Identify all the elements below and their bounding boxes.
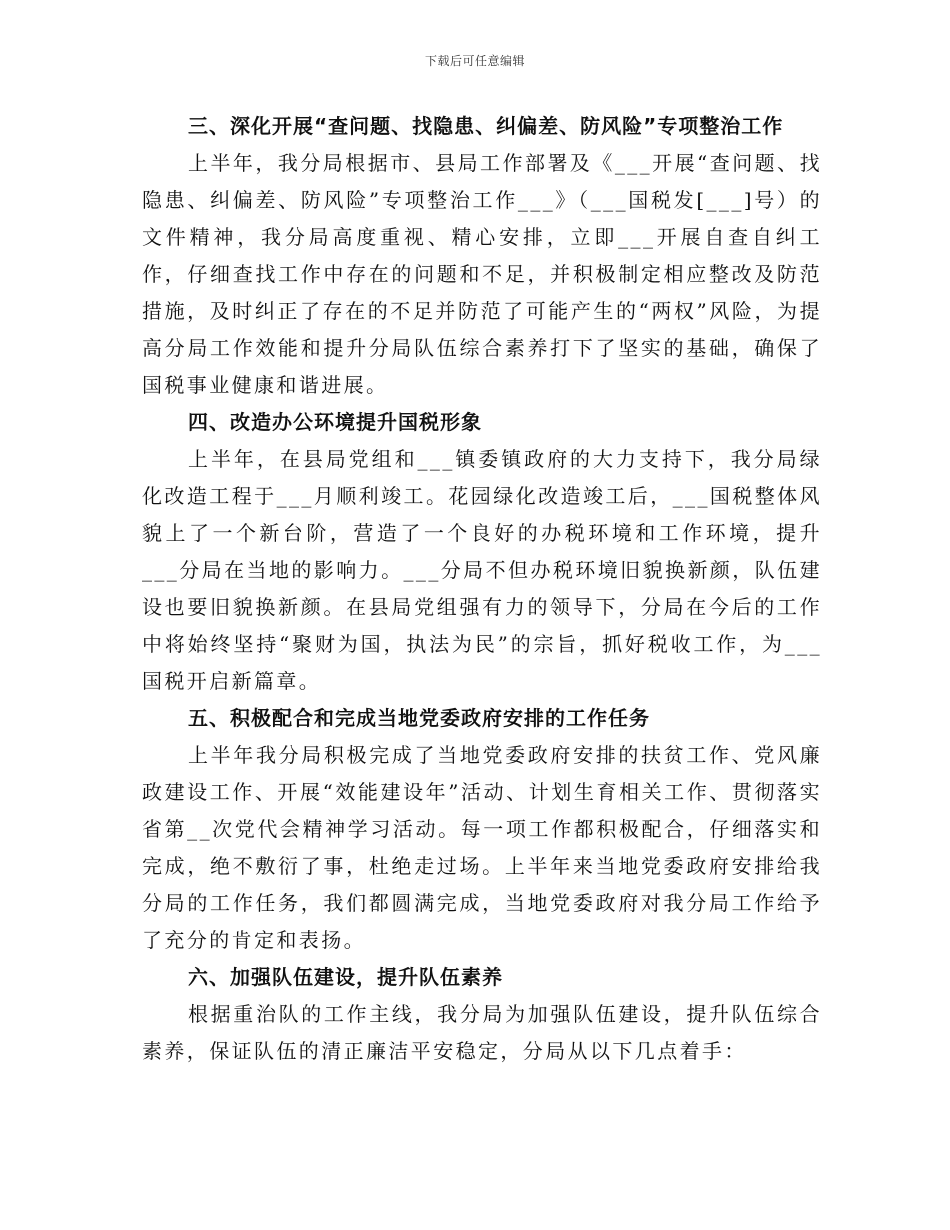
document-body — [142, 108, 822, 1070]
section-heading: 五、积极配合和完成当地党委政府安排的工作任务 — [188, 706, 650, 730]
section-paragraph: 上半年我分局积极完成了当地党委政府安排的扶贫工作、党风廉政建设工作、开展“效能建设年”活动、计划生育相关工作、贯彻落实省第__次党代会精神学习活动。每一项工作都积极配合，仔细落实和完成，绝不敷衍了事，杜绝走过场。上半年来当地党委政府安排给我分局的工作任务，我们都圆满完成，当地党委政府对我分局工作给予了充分的肯定和表扬。 — [142, 743, 822, 952]
section-3 — [142, 108, 822, 404]
section-paragraph: 上半年，在县局党组和___镇委镇政府的大力支持下，我分局绿化改造工程于___月顺利竣工。花园绿化改造竣工后，___国税整体风貌上了一个新台阶，营造了一个良好的办税环境和工作环境，提升___分局在当地的影响力。___分局不但办税环境旧貌换新颜，队伍建设也要旧貌换新颜。在县局党组强有力的领导下，分局在今后的工作中将始终坚持“聚财为国，执法为民”的宗旨，抓好税收工作，为___国税开启新篇章。 — [142, 447, 822, 693]
section-heading: 四、改造办公环境提升国税形象 — [188, 410, 482, 434]
section-4 — [142, 404, 822, 700]
section-6 — [142, 959, 822, 1070]
section-heading: 六、加强队伍建设，提升队伍素养 — [188, 965, 503, 989]
section-heading: 三、深化开展“查问题、找隐患、纠偏差、防风险”专项整治工作 — [188, 114, 784, 138]
section-5 — [142, 700, 822, 959]
page-header-note: 下载后可任意编辑 — [424, 54, 525, 68]
section-paragraph: 根据重治队的工作主线，我分局为加强队伍建设，提升队伍综合素养，保证队伍的清正廉洁平安稳定，分局从以下几点着手： — [142, 1002, 822, 1063]
section-paragraph: 上半年，我分局根据市、县局工作部署及《___开展“查问题、找隐患、纠偏差、防风险”专项整治工作___》（___国税发[___]号）的文件精神，我分局高度重视、精心安排，立即___开展自查自纠工作，仔细查找工作中存在的问题和不足，并积极制定相应整改及防范措施，及时纠正了存在的不足并防范了可能产生的“两权”风险，为提高分局工作效能和提升分局队伍综合素养打下了坚实的基础，确保了国税事业健康和谐进展。 — [142, 151, 822, 397]
